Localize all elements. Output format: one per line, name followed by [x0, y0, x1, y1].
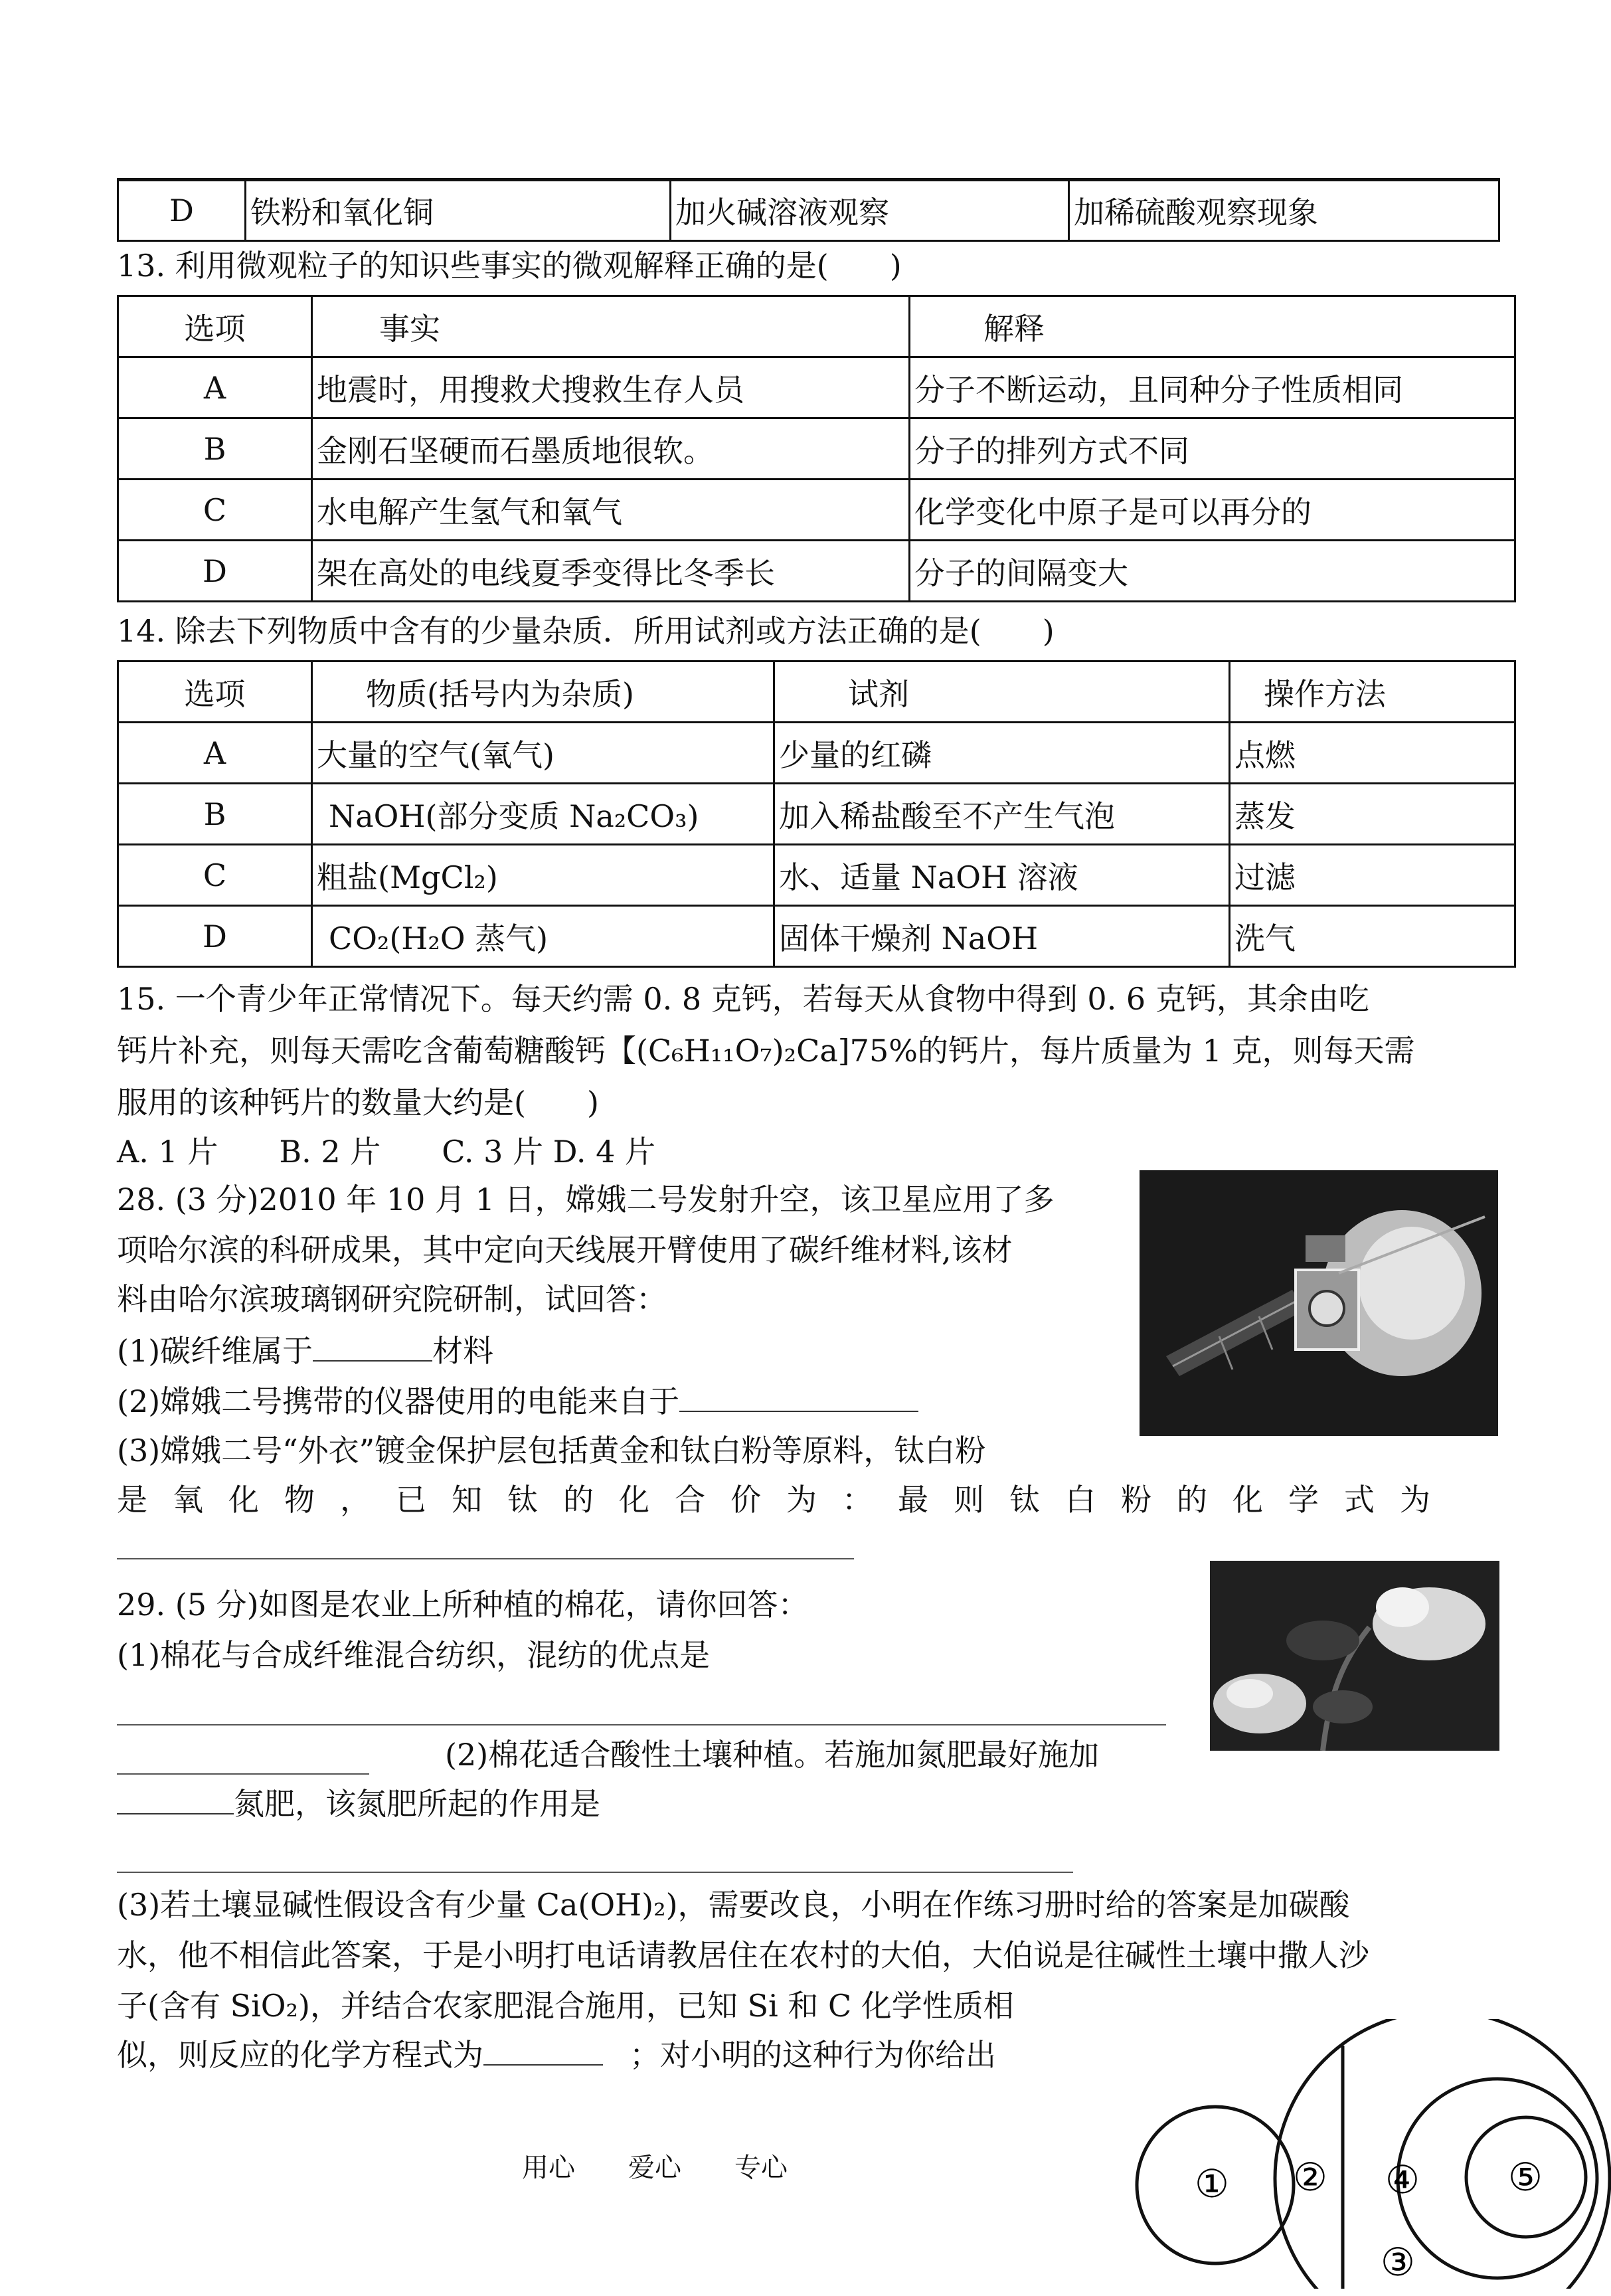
q29-part3e-text: ；对小明的这种行为你给出: [630, 2037, 996, 2073]
q15-line2: 钙片补充，则每天需吃含葡萄糖酸钙【(C₆H₁₁O₇)₂Ca]75%的钙片，每片质量为 1 克，则每天需: [117, 1033, 1415, 1069]
table-cell: 化学变化中原子是可以再分的: [910, 480, 1515, 541]
label-1: ①: [1195, 2161, 1229, 2206]
q29-part2b: [117, 1784, 600, 1824]
q28-part3: (3)嫦娥二号“外衣”镀金保护层包括黄金和钛白粉等原料，钛白粉: [117, 1433, 986, 1468]
table-cell: D: [118, 541, 312, 602]
label-5: ⑤: [1508, 2155, 1543, 2200]
q29-part3d-text: 似，则反应的化学方程式为: [117, 2037, 483, 2073]
table-header: 试剂: [774, 662, 1230, 723]
page-footer: 用心 爱心 专心: [522, 2153, 788, 2183]
q28-part2: [117, 1381, 918, 1421]
table-row: [118, 418, 1515, 480]
table-header-row: [118, 296, 1515, 357]
table-cell: 加稀硫酸观察现象: [1069, 180, 1499, 241]
answer-line[interactable]: [117, 1773, 369, 1775]
q28-part1-text: (1)碳纤维属于: [117, 1333, 313, 1369]
table-cell: 加火碱溶液观察: [671, 180, 1069, 241]
table-cell: NaOH(部分变质 Na₂CO₃): [312, 784, 774, 845]
cotton-photo: [1210, 1561, 1499, 1751]
table-cell: 洗气: [1230, 906, 1515, 967]
table-cell: C: [118, 480, 312, 541]
answer-blank[interactable]: [117, 1787, 234, 1814]
table-row: [118, 357, 1515, 418]
table-row: [118, 541, 1515, 602]
q14-table: [117, 660, 1516, 968]
answer-blank[interactable]: [679, 1384, 918, 1412]
table-cell: 地震时，用搜救犬搜救生存人员: [312, 357, 910, 418]
q28-part3b: 是氧化物，已知钛的化合价为：最则钛白粉的化学式为: [117, 1482, 1456, 1518]
q29-part3b: 水，他不相信此答案，于是小明打电话请教居住在农村的大伯，大伯说是往碱性土壤中撒人沙: [117, 1937, 1369, 1973]
table-cell: CO₂(H₂O 蒸气): [312, 906, 774, 967]
q14-stem: 14. 除去下列物质中含有的少量杂质．所用试剂或方法正确的是( ): [117, 613, 1055, 649]
table-cell: D: [118, 906, 312, 967]
table-cell: 铁粉和氧化铜: [246, 180, 671, 241]
label-3: ③: [1381, 2240, 1415, 2285]
satellite-photo: [1140, 1170, 1498, 1436]
table-cell: 固体干燥剂 NaOH: [774, 906, 1230, 967]
q29-part3a: (3)若土壤显碱性假设含有少量 Ca(OH)₂)，需要改良，小明在作练习册时给的答案是加碳酸: [117, 1887, 1350, 1923]
circle-diagram: [1102, 2019, 1611, 2289]
table-cell: A: [118, 723, 312, 784]
table-header: 选项: [118, 662, 312, 723]
q15-line3: 服用的该种钙片的数量大约是( ): [117, 1085, 599, 1120]
table-cell: 粗盐(MgCl₂): [312, 845, 774, 906]
table-header: 选项: [118, 296, 312, 357]
answer-blank[interactable]: [313, 1334, 432, 1362]
table-cell: 分子的间隔变大: [910, 541, 1515, 602]
circle-diagram-drawing: [1102, 2019, 1611, 2289]
q15-options: A. 1 片 B. 2 片 C. 3 片 D. 4 片: [117, 1134, 655, 1170]
table-cell: 加入稀盐酸至不产生气泡: [774, 784, 1230, 845]
answer-blank[interactable]: [483, 2038, 603, 2066]
table-cell: C: [118, 845, 312, 906]
label-2: ②: [1293, 2155, 1327, 2200]
q13-stem: 13. 利用微观粒子的知识些事实的微观解释正确的是( ): [117, 248, 902, 284]
table-cell: A: [118, 357, 312, 418]
circle-outer: [1275, 2019, 1610, 2289]
q28-line2: 项哈尔滨的科研成果，其中定向天线展开臂使用了碳纤维材料,该材: [117, 1232, 1013, 1268]
q29-part2: (2)棉花适合酸性土壤种植。若施加氮肥最好施加: [445, 1737, 1100, 1773]
answer-line[interactable]: [117, 1558, 854, 1559]
table-cell: 分子的排列方式不同: [910, 418, 1515, 480]
table-header: 操作方法: [1230, 662, 1515, 723]
table-header: 物质(括号内为杂质): [312, 662, 774, 723]
table-header: 解释: [910, 296, 1515, 357]
q28-line3: 料由哈尔滨玻璃钢研究院研制，试回答：: [117, 1281, 667, 1317]
label-4: ④: [1385, 2157, 1420, 2202]
table-cell: B: [118, 784, 312, 845]
table-cell: 水、适量 NaOH 溶液: [774, 845, 1230, 906]
table-cell: 金刚石坚硬而石墨质地很软。: [312, 418, 910, 480]
q13-table: [117, 295, 1516, 602]
table-row: [118, 906, 1515, 967]
table-cell: 蒸发: [1230, 784, 1515, 845]
q28-part1-suffix: 材料: [432, 1333, 494, 1369]
q29-line1: 29. (5 分)如图是农业上所种植的棉花，请你回答：: [117, 1587, 809, 1623]
table-cell: 过滤: [1230, 845, 1515, 906]
table-cell: B: [118, 418, 312, 480]
table-row: [118, 480, 1515, 541]
table-cell: 分子不断运动，且同种分子性质相同: [910, 357, 1515, 418]
table-cell: 架在高处的电线夏季变得比冬季长: [312, 541, 910, 602]
table-row: [118, 723, 1515, 784]
q28-line1: 28. (3 分)2010 年 10 月 1 日，嫦娥二号发射升空，该卫星应用了多: [117, 1182, 1055, 1217]
table-cell: 少量的红磷: [774, 723, 1230, 784]
table-cell: 点燃: [1230, 723, 1515, 784]
q29-part2b-text: 氮肥，该氮肥所起的作用是: [234, 1786, 600, 1822]
q15-line1: 15. 一个青少年正常情况下。每天约需 0. 8 克钙，若每天从食物中得到 0. 6 克钙，其余由吃: [117, 981, 1369, 1017]
table-cell: 水电解产生氢气和氧气: [312, 480, 910, 541]
answer-line[interactable]: [117, 1872, 1073, 1873]
top-table: [117, 178, 1500, 242]
table-row: [118, 180, 1499, 241]
q29-part3c: 子(含有 SiO₂)，并结合农家肥混合施用，已知 Si 和 C 化学性质相: [117, 1988, 1014, 2024]
table-header: 事实: [312, 296, 910, 357]
table-header-row: [118, 662, 1515, 723]
answer-line[interactable]: [117, 1724, 1166, 1725]
q28-part1: [117, 1331, 493, 1371]
cotton-image-drawing: [1210, 1561, 1499, 1751]
q29-part3d: [117, 2035, 996, 2075]
q29-part1: (1)棉花与合成纤维混合纺织，混纺的优点是: [117, 1637, 711, 1673]
table-cell: D: [118, 180, 246, 241]
table-row: [118, 784, 1515, 845]
table-cell: 大量的空气(氧气): [312, 723, 774, 784]
circle-4: [1398, 2079, 1597, 2278]
q28-part2-text: (2)嫦娥二号携带的仪器使用的电能来自于: [117, 1383, 680, 1419]
satellite-image-drawing: [1140, 1170, 1498, 1436]
table-row: [118, 845, 1515, 906]
